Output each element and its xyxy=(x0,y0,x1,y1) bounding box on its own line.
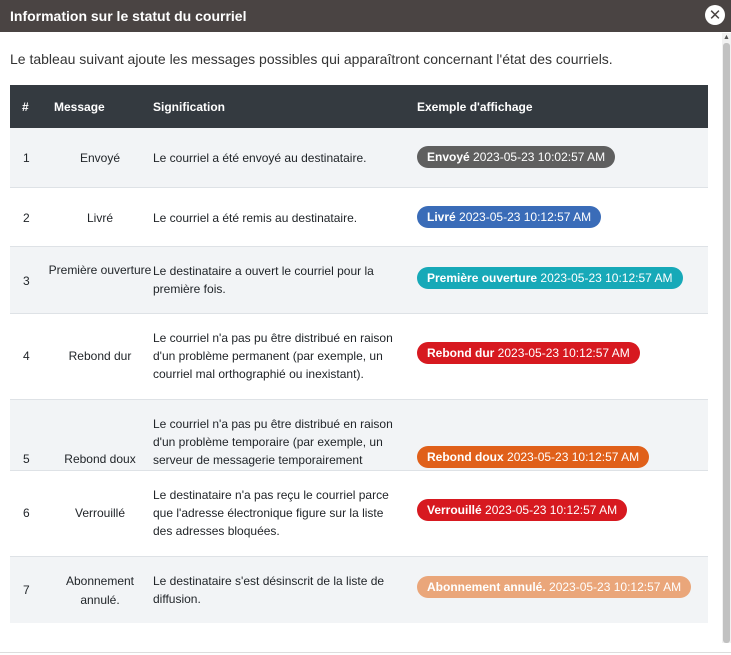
table-row xyxy=(10,188,708,247)
status-badge xyxy=(417,576,691,598)
row-message: Verrouillé xyxy=(74,506,126,520)
row-number: 5 xyxy=(23,452,30,466)
row-signification: Le courriel n'a pas pu être distribué en raison d'un problème permanent (par exemple, un courriel mal orthographié ou inexistant). xyxy=(153,331,393,381)
dialog-titlebar xyxy=(0,0,731,32)
row-signification: Le destinataire n'a pas reçu le courriel parce que l'adresse électronique figure sur la liste des adresses bloquées. xyxy=(153,488,389,538)
row-message: Abonnement annulé. xyxy=(65,574,135,607)
badge-date: 2023-05-23 10:12:57 AM xyxy=(549,580,682,594)
status-badge xyxy=(417,499,627,521)
table-row xyxy=(10,557,708,623)
badge-date: 2023-05-23 10:12:57 AM xyxy=(485,503,618,517)
table-row xyxy=(10,128,708,188)
badge-label: Livré xyxy=(427,210,456,224)
badge-label: Verrouillé xyxy=(427,503,482,517)
row-number: 6 xyxy=(23,506,30,520)
row-number: 1 xyxy=(23,151,30,165)
row-number: 4 xyxy=(23,349,30,363)
header-example: Exemple d'affichage xyxy=(417,100,533,114)
table-header xyxy=(10,85,708,128)
dialog-bottom-border xyxy=(0,652,731,653)
row-message: Rebond dur xyxy=(68,349,132,363)
status-badge xyxy=(417,206,601,228)
row-number: 3 xyxy=(23,274,30,288)
intro-text: Le tableau suivant ajoute les messages possibles qui apparaîtront concernant l'état des courriels. xyxy=(10,51,613,67)
status-badge xyxy=(417,342,640,364)
vertical-scrollbar[interactable] xyxy=(722,33,731,643)
table-row xyxy=(10,314,708,400)
badge-date: 2023-05-23 10:12:57 AM xyxy=(507,450,640,464)
row-signification: Le destinataire s'est désinscrit de la liste de diffusion. xyxy=(153,574,385,606)
scrollbar-thumb[interactable] xyxy=(723,43,730,643)
status-badge xyxy=(417,146,615,168)
table-row xyxy=(10,471,708,557)
row-signification: Le courriel a été envoyé au destinataire. xyxy=(153,151,367,165)
row-message: Première ouverture xyxy=(48,263,152,277)
row-message: Rebond doux xyxy=(64,452,136,466)
header-signification: Signification xyxy=(153,100,225,114)
header-message: Message xyxy=(54,100,105,114)
header-num: # xyxy=(22,100,29,114)
scroll-up-icon[interactable]: ▲ xyxy=(723,34,730,41)
close-icon[interactable]: ✕ xyxy=(705,5,725,25)
row-signification: Le destinataire a ouvert le courriel pour la première fois. xyxy=(153,264,374,296)
row-message: Livré xyxy=(86,211,113,225)
status-badge xyxy=(417,267,683,289)
badge-date: 2023-05-23 10:12:57 AM xyxy=(459,210,592,224)
badge-date: 2023-05-23 10:12:57 AM xyxy=(540,271,673,285)
dialog-title: Information sur le statut du courriel xyxy=(10,8,247,24)
row-signification: Le courriel a été remis au destinataire. xyxy=(153,211,358,225)
row-number: 7 xyxy=(23,583,30,597)
badge-label: Rebond dur xyxy=(427,346,495,360)
row-signification: Le courriel n'a pas pu être distribué en raison d'un problème temporaire (par exemple, un serveur de messagerie temporairement xyxy=(153,417,393,467)
row-message: Envoyé xyxy=(79,151,121,165)
badge-label: Rebond doux xyxy=(427,450,504,464)
badge-date: 2023-05-23 10:02:57 AM xyxy=(473,150,606,164)
badge-label: Abonnement annulé. xyxy=(427,580,546,594)
table-row xyxy=(10,247,708,314)
status-table xyxy=(10,85,708,623)
badge-date: 2023-05-23 10:12:57 AM xyxy=(497,346,630,360)
status-badge xyxy=(417,446,649,468)
table-row xyxy=(10,400,708,471)
badge-label: Première ouverture xyxy=(427,271,538,285)
row-number: 2 xyxy=(23,211,30,225)
badge-label: Envoyé xyxy=(427,150,470,164)
